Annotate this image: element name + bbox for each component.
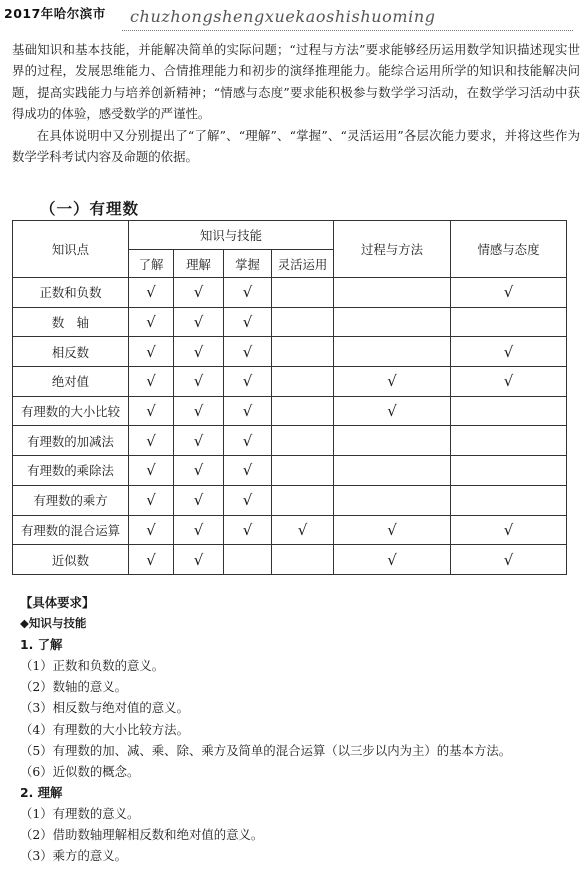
knowledge-point-cell: 有理数的加减法 [13,426,129,456]
check-mark-icon: √ [193,550,204,569]
check-cell [224,307,272,337]
requirement-item: （2）借助数轴理解相反数和绝对值的意义。 [20,827,264,843]
empty-cell [334,278,451,308]
page-header [0,0,587,34]
check-cell [129,337,174,367]
empty-cell [272,426,334,456]
check-mark-icon: √ [193,342,204,361]
requirements-heading: 【具体要求】 [20,595,95,610]
empty-cell [451,396,567,426]
check-cell [224,485,272,515]
check-mark-icon: √ [146,342,156,361]
check-cell [129,456,174,486]
check-cell [451,337,567,367]
check-mark-icon: √ [503,520,514,539]
requirement-item: （5）有理数的加、减、乘、除、乘方及简单的混合运算（以三步以内为主）的基本方法。 [20,742,512,758]
check-cell [174,307,224,337]
empty-cell [272,307,334,337]
check-cell [174,485,224,515]
table-row [13,367,567,397]
empty-cell [272,545,334,575]
header-comprehend: 理解 [174,250,224,278]
running-header-title: 2017年哈尔滨市 [4,6,106,21]
check-cell [129,367,174,397]
check-cell [174,515,224,545]
empty-cell [451,456,567,486]
header-flexible-use: 灵活运用 [272,250,334,278]
check-cell [224,396,272,426]
empty-cell [272,367,334,397]
check-cell [334,515,451,545]
check-mark-icon: √ [503,372,514,391]
check-cell [272,515,334,545]
requirement-item: （1）有理数的意义。 [20,805,140,821]
empty-cell [451,307,567,337]
check-cell [451,515,567,545]
check-cell [224,367,272,397]
header-emotion-attitude: 情感与态度 [451,221,567,278]
check-mark-icon: √ [387,520,397,539]
check-cell [174,278,224,308]
empty-cell [272,456,334,486]
requirement-item: （3）相反数与绝对值的意义。 [20,700,189,716]
intro-paragraph: 在具体说明中又分别提出了“了解”、“理解”、“掌握”、“灵活运用”各层次能力要求，并将这些作为数学学科考试内容及命题的依据。 [12,127,580,165]
knowledge-point-cell: 近似数 [13,545,129,575]
check-mark-icon: √ [242,372,253,391]
empty-cell [272,278,334,308]
empty-cell [224,545,272,575]
header-master: 掌握 [224,250,272,278]
check-mark-icon: √ [503,283,514,302]
check-cell [129,545,174,575]
check-mark-icon: √ [193,461,204,480]
check-cell [334,367,451,397]
header-process-method: 过程与方法 [334,221,451,278]
check-cell [174,367,224,397]
check-cell [129,426,174,456]
check-cell [334,545,451,575]
requirement-item: （3）乘方的意义。 [20,848,128,864]
empty-cell [272,396,334,426]
requirement-item: （6）近似数的概念。 [20,763,140,779]
check-mark-icon: √ [242,431,253,450]
intro-text [12,39,580,167]
check-cell [224,515,272,545]
check-mark-icon: √ [297,520,308,539]
knowledge-point-cell: 正数和负数 [13,278,129,308]
check-mark-icon: √ [242,342,253,361]
check-mark-icon: √ [146,402,156,421]
empty-cell [334,456,451,486]
check-cell [451,367,567,397]
check-mark-icon: √ [193,491,204,510]
check-mark-icon: √ [146,372,156,391]
table-row [13,396,567,426]
empty-cell [272,485,334,515]
check-mark-icon: √ [146,431,156,450]
check-mark-icon: √ [193,402,204,421]
check-cell [129,278,174,308]
knowledge-point-cell: 有理数的混合运算 [13,515,129,545]
check-cell [174,337,224,367]
knowledge-point-cell: 有理数的乘除法 [13,456,129,486]
table-row [13,426,567,456]
check-cell [174,545,224,575]
requirements [20,592,580,866]
check-mark-icon: √ [242,402,253,421]
knowledge-point-cell: 数 轴 [13,307,129,337]
empty-cell [334,307,451,337]
check-mark-icon: √ [146,520,156,539]
check-mark-icon: √ [146,491,156,510]
check-mark-icon: √ [503,342,514,361]
check-mark-icon: √ [193,372,204,391]
header-knowledge-skills: 知识与技能 [129,221,334,250]
empty-cell [451,426,567,456]
check-mark-icon: √ [242,491,253,510]
table-row [13,485,567,515]
check-cell [174,456,224,486]
check-cell [334,396,451,426]
check-cell [129,307,174,337]
check-mark-icon: √ [193,283,204,302]
empty-cell [334,426,451,456]
header-understand-basic: 了解 [129,250,174,278]
table-row [13,545,567,575]
check-mark-icon: √ [387,402,397,421]
table-row [13,278,567,308]
check-cell [224,426,272,456]
requirements-subheading: ◆知识与技能 [20,616,87,631]
check-mark-icon: √ [503,550,514,569]
empty-cell [451,485,567,515]
check-mark-icon: √ [193,313,204,332]
check-mark-icon: √ [242,461,253,480]
empty-cell [334,485,451,515]
group-title: 1. 了解 [20,637,63,653]
table-body [13,278,567,575]
check-mark-icon: √ [387,550,397,569]
empty-cell [272,337,334,367]
check-cell [174,426,224,456]
check-cell [451,545,567,575]
running-header-pinyin: chuzhongshengxuekaoshishuoming [130,7,436,26]
check-mark-icon: √ [146,313,156,332]
knowledge-point-cell: 有理数的大小比较 [13,396,129,426]
requirement-item: （2）数轴的意义。 [20,679,128,695]
knowledge-point-cell: 有理数的乘方 [13,485,129,515]
check-mark-icon: √ [146,283,156,302]
intro-paragraph: 基础知识和基本技能，并能解决简单的实际问题；“过程与方法”要求能够经历运用数学知识描述现实世界的过程，发展思维能力、合情推理能力和初步的演绎推理能力。能综合运用所学的知识和技能解决问题，提高实践能力与培养创新精神；“情感与态度”要求能积极参与数学学习活动，在数学学习活动中获得成功的体验，感受数学的严谨性。 [12,42,580,122]
check-cell [224,278,272,308]
check-mark-icon: √ [387,372,397,391]
check-mark-icon: √ [146,550,156,569]
table-row [13,307,567,337]
knowledge-table [12,220,567,575]
table-row [13,456,567,486]
check-cell [129,485,174,515]
check-mark-icon: √ [242,313,253,332]
header-knowledge-point: 知识点 [13,221,129,278]
group-title: 2. 理解 [20,784,63,800]
requirement-item: （4）有理数的大小比较方法。 [20,721,189,737]
check-cell [224,456,272,486]
knowledge-point-cell: 绝对值 [13,367,129,397]
check-mark-icon: √ [193,431,204,450]
check-cell [451,278,567,308]
check-mark-icon: √ [242,283,253,302]
requirement-item: （1）正数和负数的意义。 [20,658,165,674]
empty-cell [334,337,451,367]
section-title: （一）有理数 [40,200,140,218]
check-mark-icon: √ [242,520,253,539]
knowledge-point-cell: 相反数 [13,337,129,367]
check-cell [224,337,272,367]
check-mark-icon: √ [193,520,204,539]
header-rule [122,30,573,31]
check-mark-icon: √ [146,461,156,480]
table-row [13,515,567,545]
check-cell [129,515,174,545]
check-cell [129,396,174,426]
check-cell [174,396,224,426]
table-row [13,337,567,367]
